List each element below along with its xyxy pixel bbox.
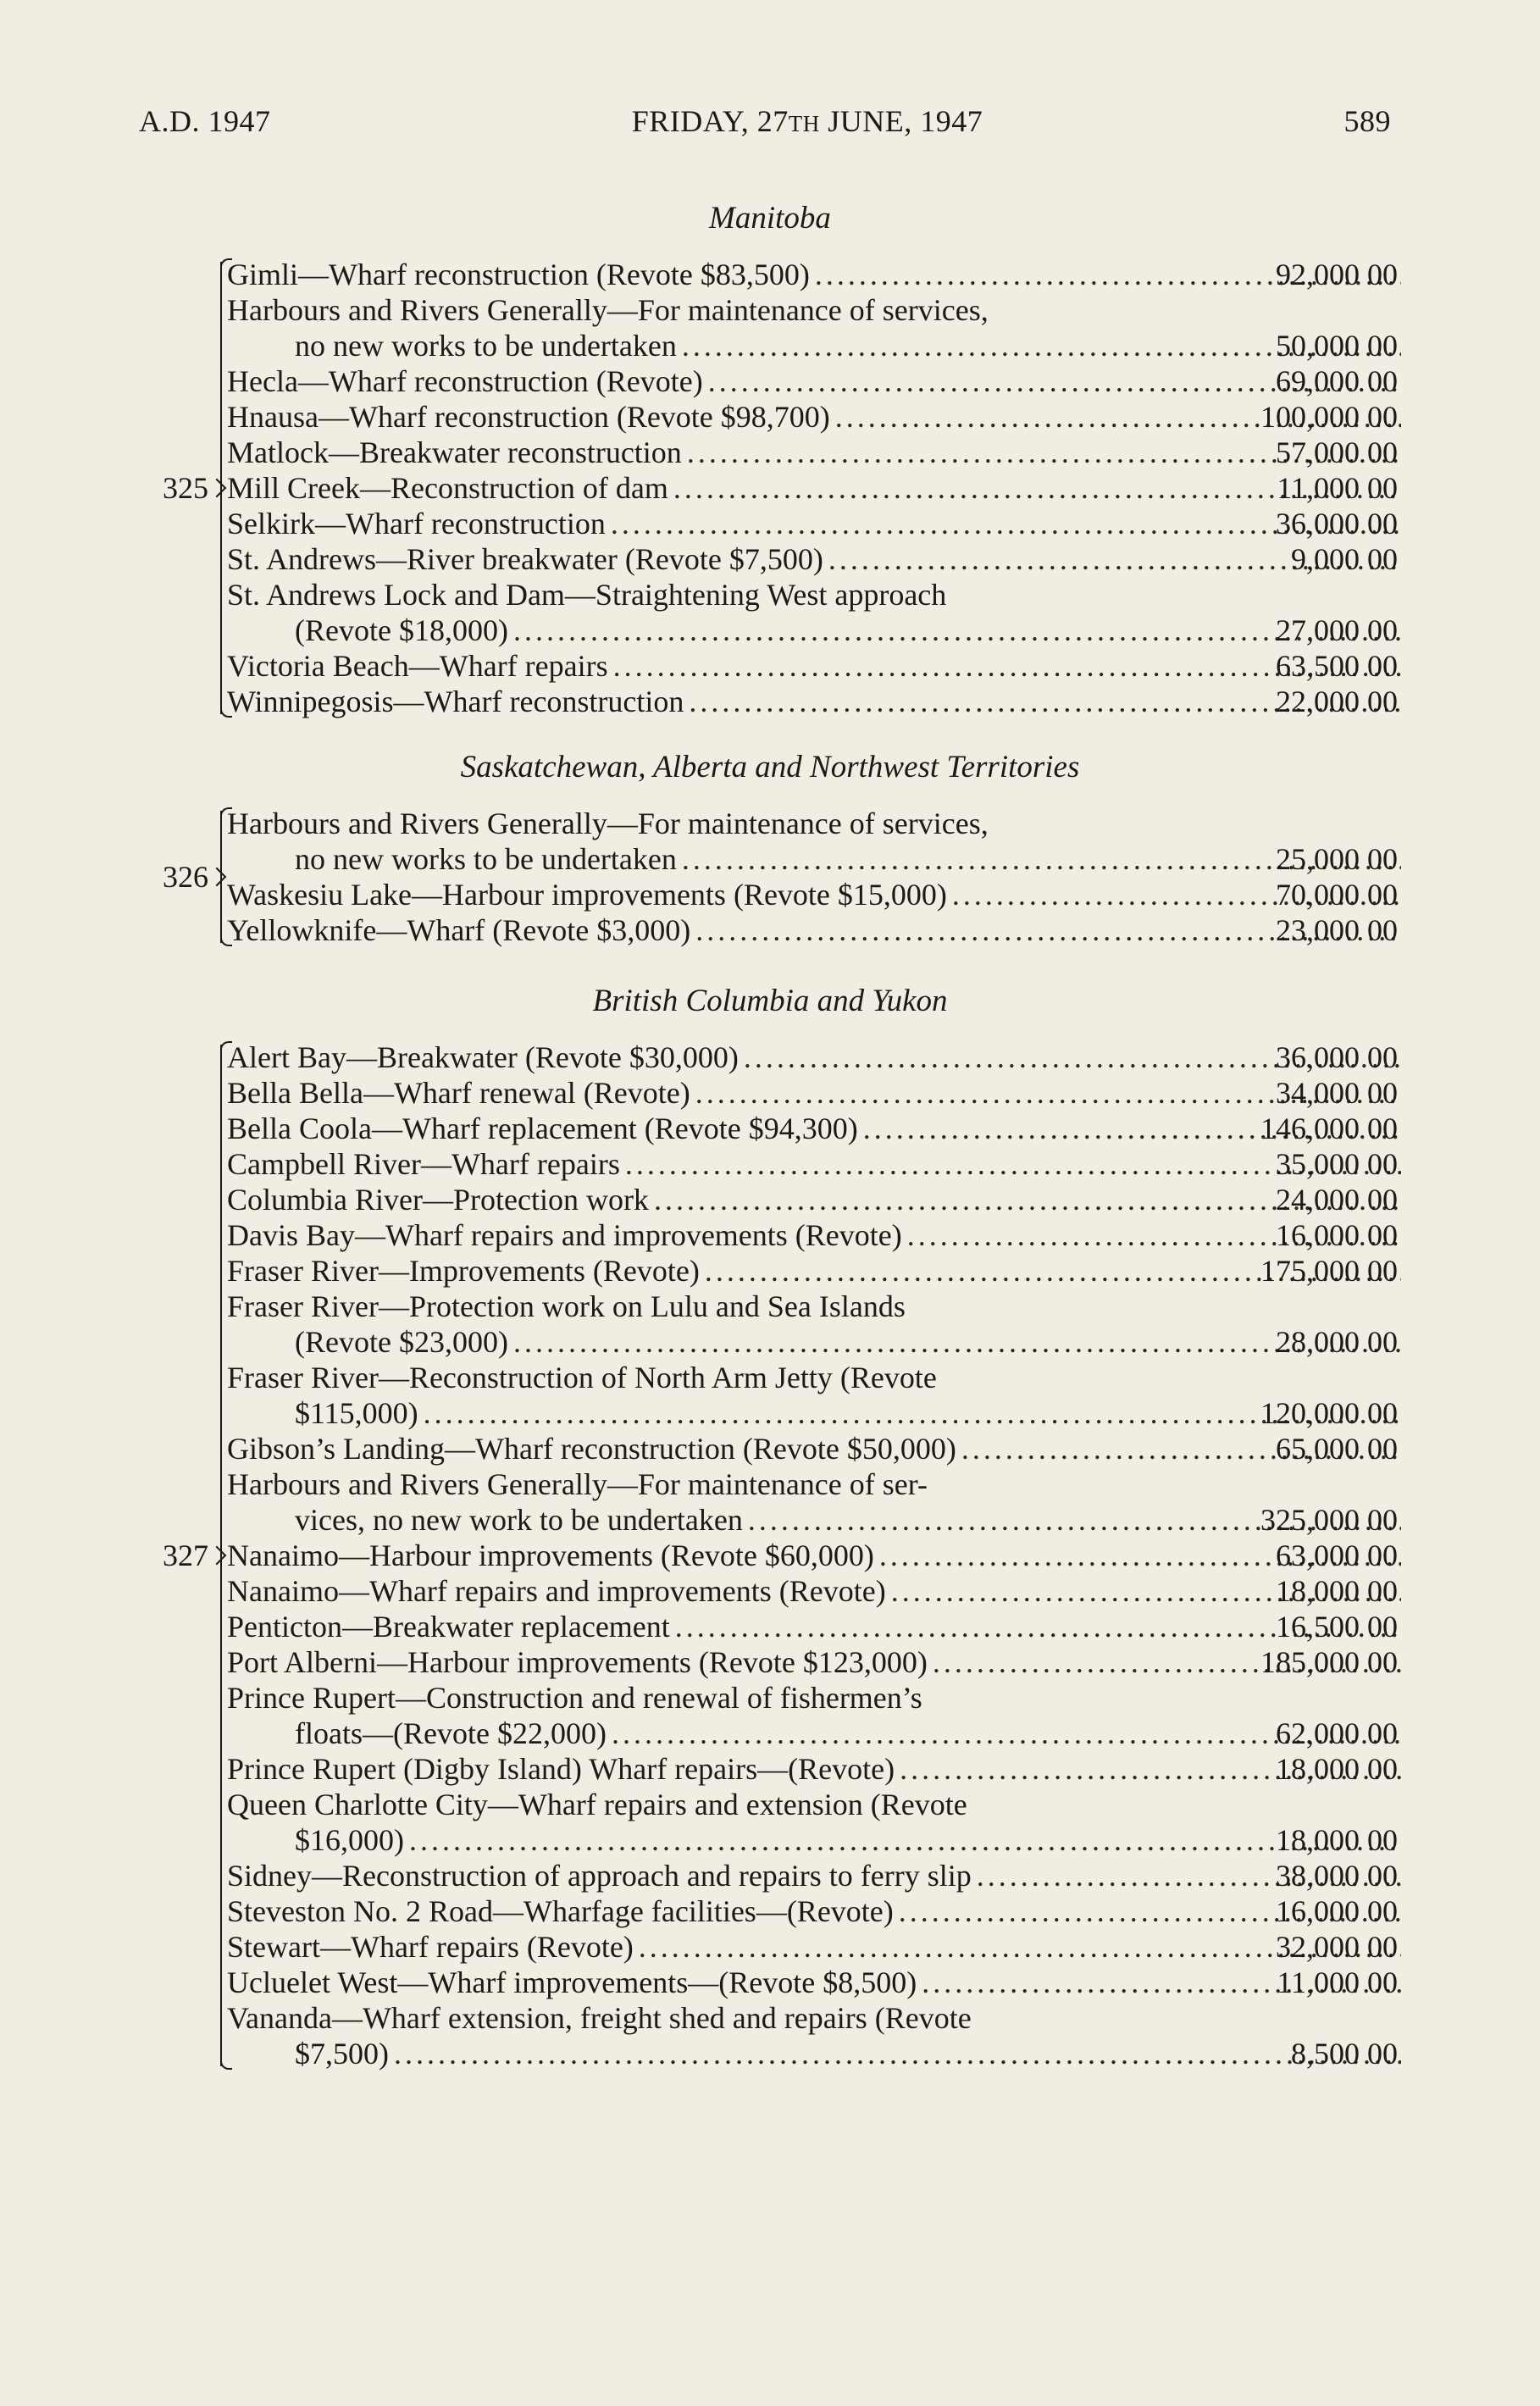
item-description: Winnipegosis—Wharf reconstruction <box>227 685 684 718</box>
item-amount: 9,000 00 <box>1291 542 1398 576</box>
item-description: $16,000) <box>295 1823 404 1857</box>
item-amount: 38,000 00 <box>1276 1859 1398 1893</box>
header-date-day: FRIDAY, 27 <box>631 104 789 138</box>
item-amount: 25,000 00 <box>1276 842 1398 876</box>
item-description: Harbours and Rivers Generally—For maintenance of services, <box>227 293 989 327</box>
estimate-item <box>227 1858 1406 1893</box>
item-description: Prince Rupert—Construction and renewal of fishermen’s <box>227 1681 922 1715</box>
vote-number: 326 <box>163 860 208 894</box>
estimate-item <box>227 1787 1406 1858</box>
estimate-item <box>227 684 1406 719</box>
item-line <box>227 2000 1406 2036</box>
estimate-item <box>227 1609 1406 1644</box>
item-amount: 50,000 00 <box>1276 329 1398 363</box>
item-amount: 18,000 00 <box>1276 1574 1398 1608</box>
item-description: Fraser River—Reconstruction of North Arm Jetty (Revote <box>227 1361 937 1394</box>
item-description: Fraser River—Protection work on Lulu and Sea Islands <box>227 1289 906 1323</box>
item-description: Port Alberni—Harbour improvements (Revote $123,000) <box>227 1645 928 1679</box>
item-description: Alert Bay—Breakwater (Revote $30,000) <box>227 1040 739 1074</box>
item-amount: 92,000 00 <box>1276 258 1398 291</box>
item-amount: 175,000 00 <box>1260 1254 1398 1288</box>
item-amount: 36,000 00 <box>1276 507 1398 541</box>
estimate-item <box>227 1039 1406 1075</box>
item-description: vices, no new work to be undertaken <box>295 1503 743 1537</box>
item-amount: 23,000 00 <box>1276 913 1398 947</box>
item-line <box>227 1787 1406 1822</box>
item-description: Harbours and Rivers Generally—For maintenance of services, <box>227 807 989 840</box>
estimate-item <box>227 1289 1406 1360</box>
item-description: Harbours and Rivers Generally—For maintenance of ser- <box>227 1467 928 1501</box>
item-description: Steveston No. 2 Road—Wharfage facilities—(Revote) <box>227 1894 894 1928</box>
running-head <box>139 103 1391 139</box>
item-line <box>227 1289 1406 1324</box>
item-description: no new works to be undertaken <box>295 842 677 876</box>
item-description: (Revote $23,000) <box>295 1325 508 1359</box>
estimate-item <box>227 292 1406 363</box>
item-amount: 18,000 00 <box>1276 1823 1398 1857</box>
item-amount: 63,000 00 <box>1276 1538 1398 1572</box>
item-description: Stewart—Wharf repairs (Revote) <box>227 1930 634 1964</box>
item-amount: 18,000 00 <box>1276 1752 1398 1786</box>
item-amount: 11,000 00 <box>1277 471 1398 505</box>
item-line <box>227 1680 1406 1716</box>
item-amount: 11,000 00 <box>1277 1965 1398 1999</box>
item-line <box>227 1466 1406 1502</box>
page-number: 589 <box>1343 104 1391 138</box>
item-amount: 34,000 00 <box>1276 1076 1398 1110</box>
item-amount: 22,000 00 <box>1276 685 1398 718</box>
item-amount: 70,000 00 <box>1276 878 1398 912</box>
estimate-item <box>227 257 1406 292</box>
section-title: Saskatchewan, Alberta and Northwest Territories <box>460 750 1080 784</box>
estimate-item <box>227 1644 1406 1680</box>
vote-group <box>152 1039 1406 2071</box>
item-description: Victoria Beach—Wharf repairs <box>227 649 608 683</box>
estimate-item <box>227 363 1406 399</box>
estimate-item <box>227 1573 1406 1609</box>
item-line <box>227 1360 1406 1395</box>
estimate-item <box>227 877 1406 912</box>
item-description: St. Andrews Lock and Dam—Straightening West approach <box>227 578 947 612</box>
header-date-suffix: TH <box>788 111 820 136</box>
item-amount: 8,500 00 <box>1291 2037 1398 2071</box>
estimate-item <box>227 2000 1406 2071</box>
item-description: Gimli—Wharf reconstruction (Revote $83,500) <box>227 258 810 291</box>
estimate-item <box>227 470 1406 506</box>
item-description: Yellowknife—Wharf (Revote $3,000) <box>227 913 691 947</box>
header-date-month: JUNE, 1947 <box>819 104 983 138</box>
item-description: Queen Charlotte City—Wharf repairs and extension (Revote <box>227 1788 967 1821</box>
item-amount: 62,000 00 <box>1276 1716 1398 1750</box>
item-description: $115,000) <box>295 1396 418 1430</box>
item-description: Mill Creek—Reconstruction of dam <box>227 471 668 505</box>
estimate-item <box>227 1217 1406 1253</box>
estimate-item <box>227 1680 1406 1751</box>
item-amount: 27,000 00 <box>1276 613 1398 647</box>
estimate-item <box>227 1253 1406 1289</box>
item-description: Davis Bay—Wharf repairs and improvements (Revote) <box>227 1218 902 1252</box>
item-amount: 36,000 00 <box>1276 1040 1398 1074</box>
item-amount: 32,000 00 <box>1276 1930 1398 1964</box>
estimate-item <box>227 399 1406 435</box>
item-amount: 24,000 00 <box>1276 1183 1398 1217</box>
estimate-item <box>227 1929 1406 1965</box>
item-description: Fraser River—Improvements (Revote) <box>227 1254 700 1288</box>
item-description: Nanaimo—Harbour improvements (Revote $60,000) <box>227 1538 874 1572</box>
item-amount: 185,000 00 <box>1260 1645 1398 1679</box>
estimate-item <box>227 1893 1406 1929</box>
item-line <box>227 806 1406 841</box>
item-description: Sidney—Reconstruction of approach and repairs to ferry slip <box>227 1859 972 1893</box>
estimate-item <box>227 541 1406 577</box>
estimate-item <box>227 1360 1406 1431</box>
item-amount: 28,000 00 <box>1276 1325 1398 1359</box>
item-description: Ucluelet West—Wharf improvements—(Revote $8,500) <box>227 1965 917 1999</box>
item-description: Gibson’s Landing—Wharf reconstruction (Revote $50,000) <box>227 1432 956 1466</box>
item-amount: 120,000 00 <box>1260 1396 1398 1430</box>
item-description: $7,500) <box>295 2037 389 2071</box>
item-description: floats—(Revote $22,000) <box>295 1716 607 1750</box>
header-date <box>632 103 983 139</box>
estimate-item <box>227 1751 1406 1787</box>
vote-group <box>152 257 1406 719</box>
item-description: Vananda—Wharf extension, freight shed and repairs (Revote <box>227 2001 972 2035</box>
item-description: Hecla—Wharf reconstruction (Revote) <box>227 364 703 398</box>
item-description: Bella Coola—Wharf replacement (Revote $94,300) <box>227 1112 858 1145</box>
item-description: Campbell River—Wharf repairs <box>227 1147 620 1181</box>
item-amount: 325,000 00 <box>1260 1503 1398 1537</box>
estimate-item <box>227 435 1406 470</box>
item-line <box>227 577 1406 613</box>
item-amount: 65,000 00 <box>1276 1432 1398 1466</box>
item-line <box>227 292 1406 328</box>
item-amount: 16,000 00 <box>1276 1894 1398 1928</box>
estimate-item <box>227 1466 1406 1538</box>
estimate-item <box>227 1538 1406 1573</box>
estimate-item <box>227 577 1406 648</box>
estimate-item <box>227 1075 1406 1111</box>
estimate-item <box>227 1965 1406 2000</box>
item-amount: 16,500 00 <box>1276 1610 1398 1644</box>
item-description: Matlock—Breakwater reconstruction <box>227 435 682 469</box>
item-amount: 16,000 00 <box>1276 1218 1398 1252</box>
item-description: St. Andrews—River breakwater (Revote $7,500) <box>227 542 823 576</box>
vote-group <box>152 806 1406 948</box>
item-amount: 100,000 00 <box>1260 400 1398 434</box>
item-description: Columbia River—Protection work <box>227 1183 649 1217</box>
item-description: no new works to be undertaken <box>295 329 677 363</box>
item-amount: 69,000 00 <box>1276 364 1398 398</box>
item-amount: 57,000 00 <box>1276 435 1398 469</box>
item-description: Hnausa—Wharf reconstruction (Revote $98,700) <box>227 400 830 434</box>
item-amount: 35,000 00 <box>1276 1147 1398 1181</box>
estimate-item <box>227 1111 1406 1146</box>
item-amount: 146,000 00 <box>1260 1112 1398 1145</box>
item-description: Nanaimo—Wharf repairs and improvements (Revote) <box>227 1574 886 1608</box>
estimate-item <box>227 506 1406 541</box>
item-description: Waskesiu Lake—Harbour improvements (Revote $15,000) <box>227 878 947 912</box>
estimate-item <box>227 912 1406 948</box>
item-description: Bella Bella—Wharf renewal (Revote) <box>227 1076 690 1110</box>
item-description: Penticton—Breakwater replacement <box>227 1610 670 1644</box>
estimate-item <box>227 1182 1406 1217</box>
estimate-item <box>227 806 1406 877</box>
section-title: Manitoba <box>709 201 831 236</box>
estimate-item <box>227 1146 1406 1182</box>
estimate-item <box>227 1431 1406 1466</box>
section-title: British Columbia and Yukon <box>592 984 948 1018</box>
estimate-item <box>227 648 1406 684</box>
item-description: Prince Rupert (Digby Island) Wharf repairs—(Revote) <box>227 1752 895 1786</box>
item-description: Selkirk—Wharf reconstruction <box>227 507 606 541</box>
item-amount: 63,500 00 <box>1276 649 1398 683</box>
item-description: (Revote $18,000) <box>295 613 508 647</box>
header-year: A.D. 1947 <box>139 104 271 138</box>
vote-number: 325 <box>163 471 208 505</box>
vote-number: 327 <box>163 1538 208 1572</box>
